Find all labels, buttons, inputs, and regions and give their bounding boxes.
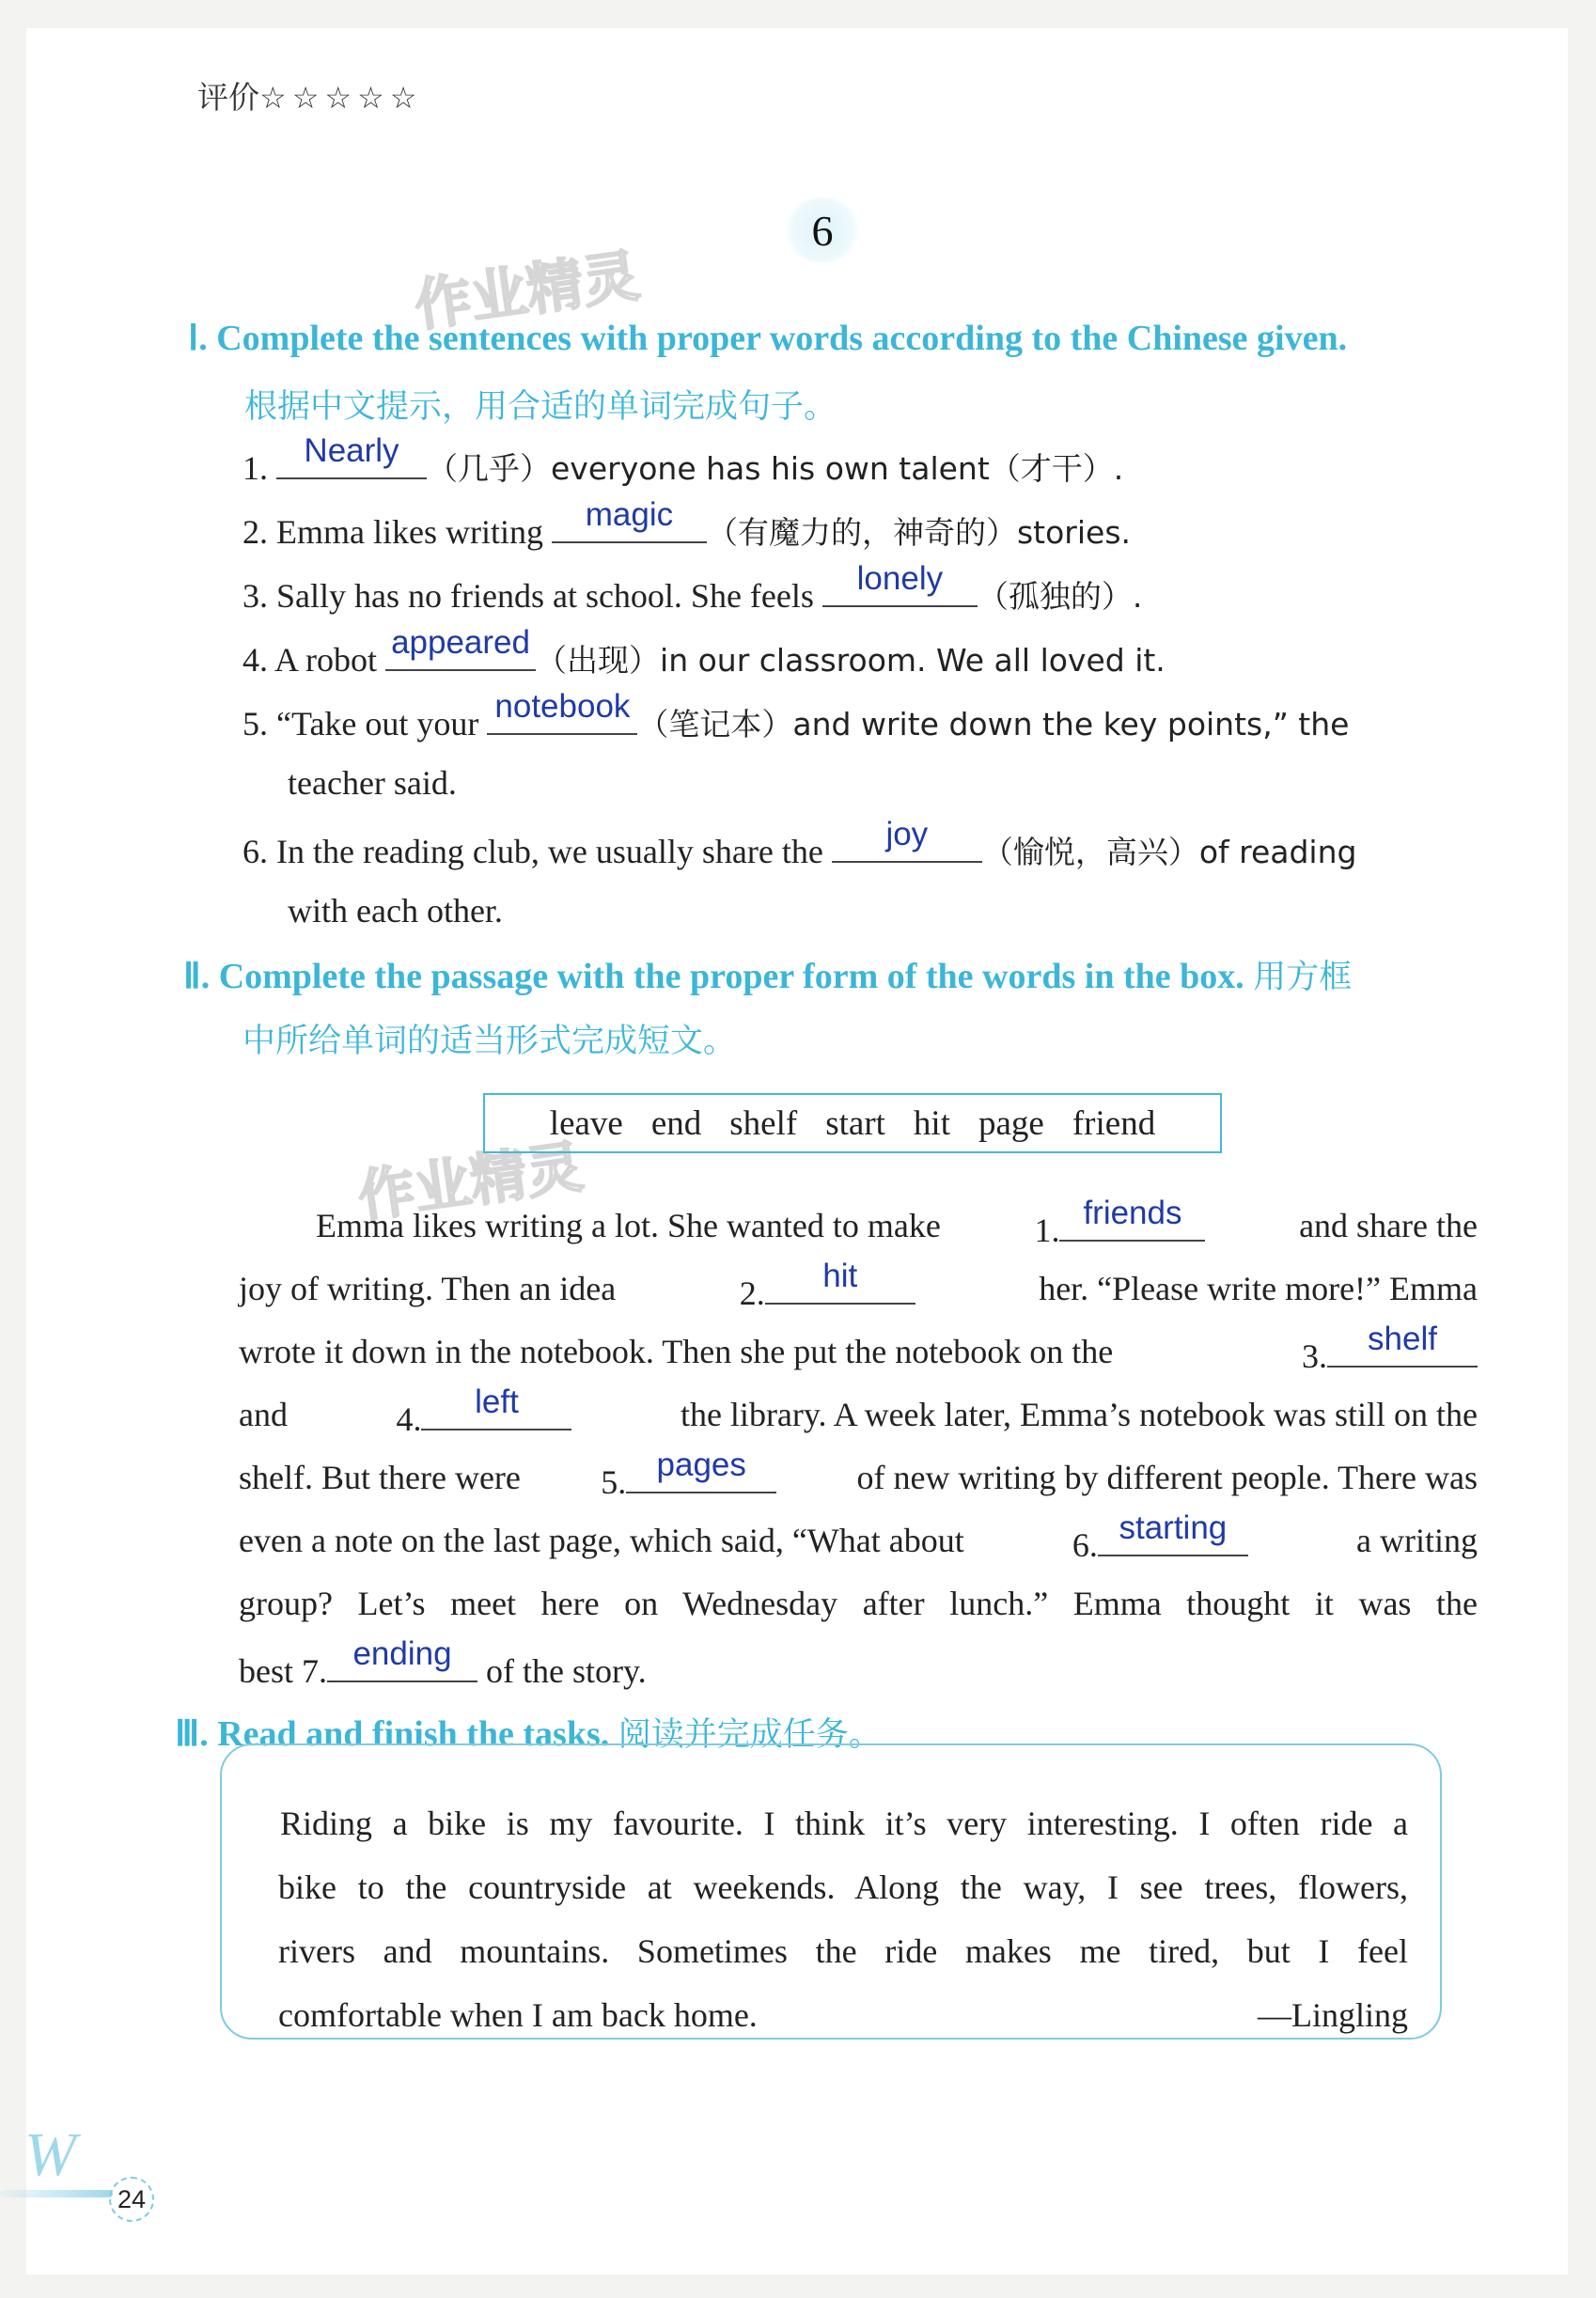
exercise-1-item: 6. In the reading club, we usually share the joy （愉悦，高兴）of reading	[243, 816, 1357, 870]
filled-answer: joy	[885, 816, 929, 852]
passage-line: wrote it down in the notebook. Then she put the notebook on the 3. shelf	[239, 1332, 1478, 1376]
section-title-en: Complete the passage with the proper form of the words in the box.	[218, 957, 1244, 996]
filled-answer: pages	[656, 1446, 746, 1483]
answer-blank	[276, 432, 427, 479]
rating-stars: ☆☆☆☆☆	[259, 80, 423, 116]
section-2-title-cn: 中所给单词的适当形式完成短文。	[243, 1023, 737, 1060]
exercise-1-item: 4. A robot appeared （出现）in our classroom. We all loved it.	[243, 624, 1166, 679]
passage-line: even a note on the last page, which said, “What about 6. starting a writing	[239, 1509, 1478, 1564]
section-title-en: Read and finish the tasks.	[217, 1714, 610, 1754]
section-1-title-cn: 根据中文提示，用合适的单词完成句子。	[244, 388, 837, 426]
answer-blank	[1098, 1509, 1248, 1556]
section-title-en: Complete the sentences with proper words according to the Chinese given.	[216, 319, 1348, 358]
filled-answer: starting	[1119, 1509, 1228, 1546]
footer-logo-letter: W	[24, 2120, 76, 2189]
word-box-word: leave	[549, 1103, 623, 1143]
rating-row	[197, 73, 422, 117]
answer-blank	[1327, 1321, 1478, 1368]
filled-answer: appeared	[391, 624, 530, 661]
passage-line: group? Let’s meet here on Wednesday after lunch.” Emma thought it was the	[239, 1585, 1478, 1622]
filled-answer: lonely	[856, 560, 944, 597]
filled-answer: friends	[1083, 1195, 1182, 1231]
word-box-word: shelf	[729, 1103, 798, 1143]
watermark: 作业精灵	[410, 242, 644, 340]
answer-blank	[626, 1446, 776, 1493]
reading-line: bike to the countryside at weekends. Along the way, I see trees, flowers,	[278, 1868, 1408, 1906]
answer-blank	[1059, 1195, 1205, 1242]
exercise-1-item: 5. “Take out your notebook （笔记本）and write down the key points,” the	[243, 688, 1350, 743]
exercise-1-continuation: with each other.	[288, 892, 503, 930]
section-title-cn: 用方框	[1253, 959, 1353, 996]
reading-author: —Lingling	[1258, 1996, 1408, 2034]
exercise-1-continuation: teacher said.	[288, 764, 457, 802]
reading-line: rivers and mountains. Sometimes the ride makes me tired, but I feel	[278, 1932, 1408, 1970]
answer-blank	[552, 496, 707, 543]
filled-answer: ending	[352, 1635, 452, 1672]
answer-blank	[327, 1635, 477, 1682]
answer-blank	[421, 1383, 571, 1430]
filled-answer: notebook	[494, 688, 631, 725]
word-box-word: page	[978, 1103, 1044, 1143]
word-box-word: start	[825, 1103, 885, 1143]
watermark: 作业精灵	[353, 1133, 587, 1231]
answer-blank	[385, 624, 536, 671]
answer-blank	[822, 560, 978, 607]
word-box-word: hit	[913, 1103, 950, 1143]
filled-answer: Nearly	[304, 432, 399, 469]
word-box-word: friend	[1072, 1103, 1156, 1143]
filled-answer: hit	[822, 1258, 858, 1294]
filled-answer: magic	[585, 496, 674, 533]
section-title-cn: 阅读并完成任务。	[618, 1716, 882, 1754]
passage-line: best 7. ending of the story.	[239, 1635, 647, 1690]
word-box-word: end	[650, 1103, 702, 1143]
passage-line: shelf. But there were 5. pages of new writing by different people. There was	[239, 1446, 1478, 1501]
answer-blank	[487, 688, 637, 735]
section-numeral: Ⅲ.	[175, 1714, 209, 1754]
page-number: 24	[109, 2177, 154, 2222]
filled-answer: shelf	[1368, 1321, 1437, 1357]
section-2-heading	[183, 951, 1352, 998]
word-box	[483, 1093, 1222, 1153]
section-numeral: Ⅰ.	[188, 319, 208, 358]
answer-blank	[832, 816, 982, 863]
passage-line: and 4. left the library. A week later, Emma’s notebook was still on the	[239, 1383, 1478, 1438]
exercise-1-item: 3. Sally has no friends at school. She feels lonely （孤独的）.	[243, 560, 1143, 615]
section-1-heading	[188, 317, 1347, 359]
passage-line: joy of writing. Then an idea 2. hit her. “Please write more!” Emma	[239, 1258, 1478, 1312]
answer-blank	[765, 1258, 915, 1305]
reading-line: Riding a bike is my favourite. I think it’s very interesting. I often ride a	[280, 1805, 1408, 1842]
passage-line: Emma likes writing a lot. She wanted to make 1. friends and share the	[316, 1195, 1478, 1249]
unit-number-badge: 6	[785, 197, 860, 263]
exercise-1-item: 2. Emma likes writing magic （有魔力的，神奇的）stories.	[243, 496, 1132, 551]
footer-swoosh	[0, 2190, 113, 2197]
rating-label: 评价	[197, 79, 259, 116]
filled-answer: left	[475, 1383, 519, 1420]
section-numeral: Ⅱ.	[183, 957, 211, 996]
reading-line: comfortable when I am back home. —Lingling	[278, 1996, 1408, 2034]
exercise-1-item: 1. Nearly （几乎）everyone has his own talent（才干）.	[243, 432, 1124, 487]
